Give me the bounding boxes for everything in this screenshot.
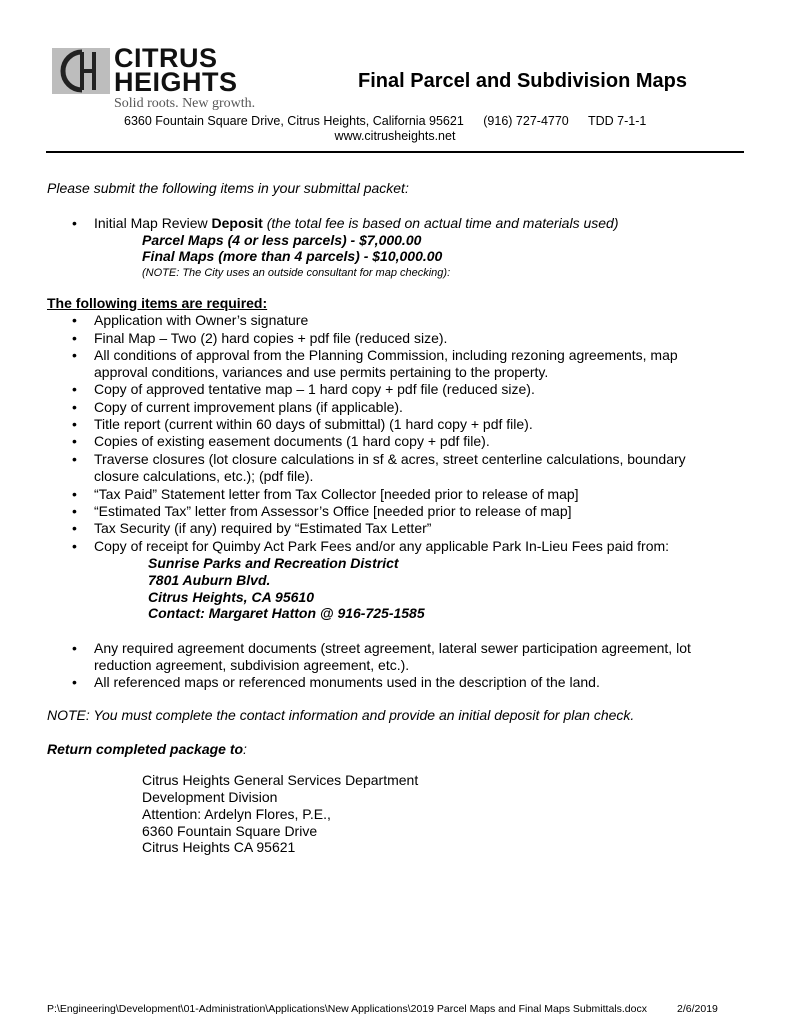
phone: (916) 727-4770 (483, 114, 569, 128)
bullet: • (72, 215, 77, 231)
return-address-line: Citrus Heights General Services Department (142, 772, 419, 788)
bullet: • (72, 312, 77, 328)
deposit-note: (the total fee is based on actual time and materials used) (262, 215, 619, 231)
return-heading (47, 741, 247, 758)
required-item: Title report (current within 60 days of submittal) (1 hard copy + pdf file). (94, 416, 533, 432)
bullet: • (72, 520, 77, 536)
return-address-line: Attention: Ardelyn Flores, P.E., (142, 806, 331, 822)
required-item: Copy of current improvement plans (if applicable). (94, 399, 403, 415)
logo-word-heights: HEIGHTS (114, 67, 238, 97)
required-item: Any required agreement documents (street agreement, lateral sewer participation agreement, lot (94, 640, 691, 656)
required-heading: The following items are required: (47, 295, 268, 311)
parcel-maps-fee: Parcel Maps (4 or less parcels) - $7,000.00 (142, 232, 422, 248)
website: www.citrusheights.net (334, 129, 456, 143)
contact-line (124, 114, 662, 128)
required-item-continued: approval conditions, variances and use permits pertaining to the property. (94, 364, 549, 380)
bullet: • (72, 381, 77, 397)
consultant-note: (NOTE: The City uses an outside consultant for map checking): (142, 267, 451, 279)
bullet: • (72, 433, 77, 449)
bullet: • (72, 640, 77, 656)
bullet: • (72, 330, 77, 346)
required-item: “Estimated Tax” letter from Assessor’s Office [needed prior to release of map] (94, 503, 572, 519)
return-address-line: Citrus Heights CA 95621 (142, 839, 296, 855)
footer-date: 2/6/2019 (677, 1003, 718, 1015)
required-item: “Tax Paid” Statement letter from Tax Collector [needed prior to release of map] (94, 486, 579, 502)
bullet: • (72, 416, 77, 432)
return-address-line: Development Division (142, 789, 278, 805)
deposit-bold: Deposit (211, 215, 263, 231)
bullet: • (72, 347, 77, 363)
deposit-prefix: Initial Map Review (94, 215, 212, 231)
return-heading-colon: : (243, 741, 247, 757)
header-divider (46, 151, 744, 153)
intro-text: Please submit the following items in your submittal packet: (47, 180, 409, 196)
required-item: Copy of receipt for Quimby Act Park Fees and/or any applicable Park In-Lieu Fees paid from: (94, 538, 670, 554)
park-district-city: Citrus Heights, CA 95610 (148, 589, 314, 605)
park-district-street: 7801 Auburn Blvd. (148, 572, 271, 588)
tdd: TDD 7-1-1 (588, 114, 647, 128)
required-item: Tax Security (if any) required by “Estimated Tax Letter” (94, 520, 432, 536)
park-district-name: Sunrise Parks and Recreation District (148, 555, 399, 571)
required-item: All referenced maps or referenced monuments used in the description of the land. (94, 674, 600, 690)
required-item-continued: closure calculations, etc.); (pdf file). (94, 468, 314, 484)
required-item-continued: reduction agreement, subdivision agreement, etc.). (94, 657, 410, 673)
address: 6360 Fountain Square Drive, Citrus Heights, California 95621 (124, 114, 464, 128)
citrus-heights-logo-mark-icon (52, 48, 110, 94)
bullet: • (72, 399, 77, 415)
required-item: Final Map – Two (2) hard copies + pdf file (reduced size). (94, 330, 448, 346)
bullet: • (72, 538, 77, 554)
bullet: • (72, 674, 77, 690)
bullet: • (72, 503, 77, 519)
park-district-contact: Contact: Margaret Hatton @ 916-725-1585 (148, 605, 425, 621)
required-item: Copy of approved tentative map – 1 hard copy + pdf file (reduced size). (94, 381, 535, 397)
plan-check-note: NOTE: You must complete the contact information and provide an initial deposit for plan check. (47, 707, 635, 723)
logo-word-citrus: CITRUS (114, 43, 218, 73)
footer-file-path: P:\Engineering\Development\01-Administration\Applications\New Applications\2019 Parcel Maps and Final Maps Submittals.docx (47, 1003, 647, 1015)
required-item: All conditions of approval from the Planning Commission, including rezoning agreements, map (94, 347, 678, 363)
return-address-line: 6360 Fountain Square Drive (142, 823, 318, 839)
city-logo (52, 44, 267, 114)
bullet: • (72, 486, 77, 502)
bullet: • (72, 451, 77, 467)
required-item: Traverse closures (lot closure calculations in sf & acres, street centerline calculations, boundary (94, 451, 686, 467)
logo-tagline: Solid roots. New growth. (114, 96, 256, 111)
deposit-item (94, 215, 618, 232)
required-item: Application with Owner’s signature (94, 312, 309, 328)
final-maps-fee: Final Maps (more than 4 parcels) - $10,000.00 (142, 248, 443, 264)
document-title: Final Parcel and Subdivision Maps (358, 70, 687, 92)
return-heading-text: Return completed package to (47, 741, 244, 757)
required-item: Copies of existing easement documents (1 hard copy + pdf file). (94, 433, 490, 449)
